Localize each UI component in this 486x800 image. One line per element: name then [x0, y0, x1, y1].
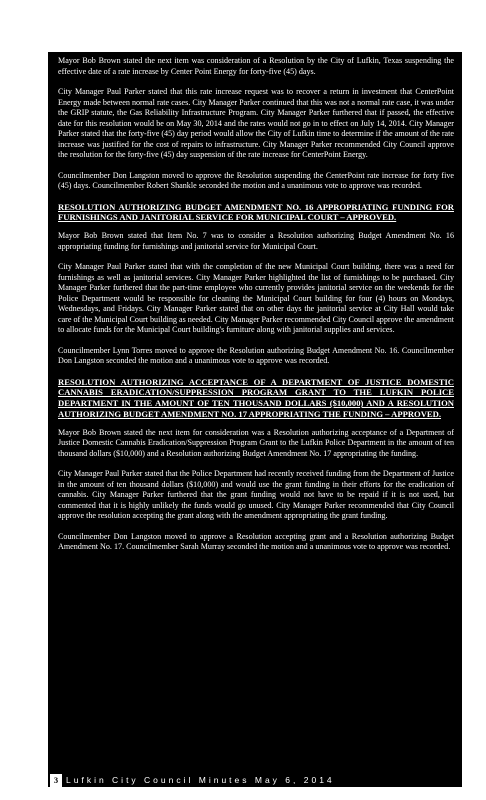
paragraph-rate-explanation: City Manager Paul Parker stated that this rate increase request was to recover a return in investment that CenterPoint Energy made between normal rate cases. City Manager Parker continued that this was not a normal rate case, it was under the GRIP statute, the Gas Reliability Infrastructure Program. City Manager Parker furthered that if passed, the effective date for this resolution would be on May 30, 2014 and the rates would not go in to effect on July 14, 2014. City Manager Parker stated that the forty-five (45) day period would allow the City of Lufkin time to determine if the amount of the rate increase was justified for the cost of repairs to infrastructure. City Manager Parker recommended City Council approve the resolution for the forty-five (45) day suspension of the rate increase for CenterPoint Energy. — [58, 87, 454, 159]
agenda-item-8 — [41, 376, 454, 420]
item-8-number: 8. — [41, 376, 48, 387]
paragraph-item7-motion: Councilmember Lynn Torres moved to approve the Resolution authorizing Budget Amendment No. 16. Councilmember Don Langston seconded the motion and a unanimous vote to approve was recorded. — [58, 345, 454, 366]
footer-title: Lufkin City Council Minutes May 6, 2014 — [66, 775, 335, 785]
paragraph-item8-intro: Mayor Bob Brown stated the next item for consideration was a Resolution authorizing acceptance of a Department of Justice Domestic Cannabis Eradication/Suppression Program Grant to the Lufkin Police Department in the amount of ten thousand dollars ($10,000) and a Resolution authorizing Budget Amendment No. 17 appropriating the funding. — [58, 427, 454, 458]
item-7-title: RESOLUTION AUTHORIZING BUDGET AMENDMENT NO. 16 APPROPRIATING FUNDING FOR FURNISHINGS AND JANITORIAL SERVICE FOR MUNICIPAL COURT – APPROVED. — [58, 201, 454, 223]
minutes-body — [41, 56, 454, 563]
paragraph-mayor-rate-intro: Mayor Bob Brown stated the next item was consideration of a Resolution by the City of Lufkin, Texas suspending the effective date of a rate increase by Center Point Energy for forty-five (45) days. — [58, 56, 454, 76]
item-8-title: RESOLUTION AUTHORIZING ACCEPTANCE OF A DEPARTMENT OF JUSTICE DOMESTIC CANNABIS ERADICATION/SUPPRESSION PROGRAM GRANT TO THE LUFKIN POLICE DEPARTMENT IN THE AMOUNT OF TEN THOUSAND DOLLARS ($10,000) AND A RESOLUTION AUTHORIZING BUDGET AMENDMENT NO. 17 APPROPRIATING THE FUNDING – APPROVED. — [58, 376, 454, 419]
agenda-item-7 — [41, 201, 454, 224]
page-number: 3 — [50, 774, 62, 787]
paragraph-item7-intro: Mayor Bob Brown stated that Item No. 7 was to consider a Resolution authorizing Budget Amendment No. 16 appropriating funding for furnishings and janitorial service for Municipal Court. — [58, 231, 454, 251]
item-7-number: 7. — [41, 201, 48, 212]
document-page — [41, 52, 462, 787]
paragraph-rate-motion: Councilmember Don Langston moved to approve the Resolution suspending the CenterPoint rate increase for forty five (45) days. Councilmember Robert Shankle seconded the motion and a unanimous vote to approve was recorded. — [58, 170, 454, 190]
paragraph-item8-motion: Councilmember Don Langston moved to approve a Resolution accepting grant and a Resolution authorizing Budget Amendment No. 17. Councilmember Sarah Murray seconded the motion and a unanimous vote to approve was recorded. — [58, 531, 454, 552]
paragraph-item8-explanation: City Manager Paul Parker stated that the Police Department had recently received funding from the Department of Justice in the amount of ten thousand dollars ($10,000) and would use the grant funding in their efforts for the eradication of cannabis. City Manager Parker furthered that the grant funding would not have to be repaid if it is not used, but commented that it is highly unlikely the funds would go unused. City Manager Parker recommended that City Council approve the resolution accepting the grant along with the amendment appropriating the grant funding. — [58, 469, 454, 521]
page-footer — [48, 774, 462, 787]
paragraph-item7-explanation: City Manager Paul Parker stated that with the completion of the new Municipal Court building, there was a need for furnishings as well as janitorial services. City Manager Parker highlighted the list of furnishings to be purchased. City Manager Parker furthered that the part-time employee who currently provides janitorial service on the weekends for the Police Department would be responsible for cleaning the Municipal Court building for four (4) hours on Mondays, Wednesdays, and Fridays. City Manager Parker stated that on other days the janitorial service at City Hall would take care of the Municipal Court building as needed. City Manager Parker recommended City Council approve the amendment to allocate funds for the Municipal Court building's furniture along with janitorial supplies and services. — [58, 262, 454, 335]
